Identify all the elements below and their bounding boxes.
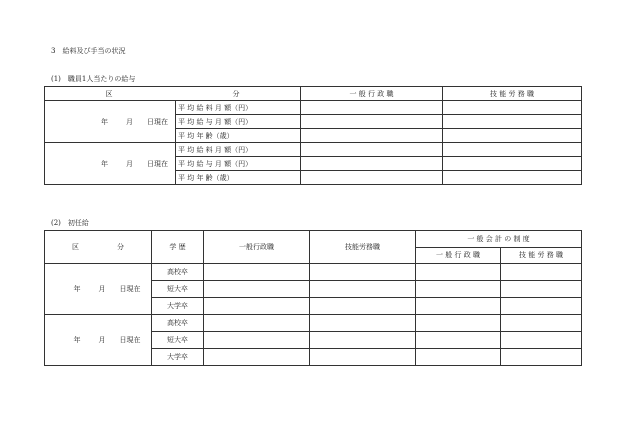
value-cell[interactable]	[443, 115, 582, 129]
value-cell[interactable]	[204, 315, 310, 332]
value-cell[interactable]	[310, 264, 416, 281]
value-cell[interactable]	[301, 115, 443, 129]
header-gyosei: 一 般 行 政 職	[301, 87, 443, 101]
date-tsuki: 月	[126, 117, 133, 126]
header-kubun	[45, 87, 301, 101]
value-cell[interactable]	[501, 298, 582, 315]
subheader-gyosei: 一 般 行 政 職	[416, 247, 501, 264]
value-cell[interactable]	[301, 101, 443, 115]
table-starting-salary	[44, 230, 582, 366]
header-ku: 区	[105, 89, 113, 98]
value-cell[interactable]	[501, 264, 582, 281]
header-gakureki: 学 歴	[152, 231, 204, 264]
item-label: 平 均 給 料 月 額（円）	[176, 101, 301, 115]
value-cell[interactable]	[501, 315, 582, 332]
item-label: 平 均 給 与 月 額（円）	[176, 157, 301, 171]
item-label: 平 均 年 齢（歳）	[176, 129, 301, 143]
header-bun: 分	[232, 89, 240, 98]
section-title: 3 給料及び手当の状況	[51, 47, 126, 55]
value-cell[interactable]	[204, 264, 310, 281]
date-genzai: 日現在	[119, 285, 141, 293]
header-kaikei: 一 般 会 計 の 制 度	[416, 231, 582, 248]
value-cell[interactable]	[310, 332, 416, 349]
item-label: 平 均 給 料 月 額（円）	[176, 143, 301, 157]
value-cell[interactable]	[416, 332, 501, 349]
date-tsuki: 月	[98, 336, 106, 344]
value-cell[interactable]	[416, 349, 501, 366]
date-genzai: 日現在	[147, 159, 168, 168]
value-cell[interactable]	[310, 315, 416, 332]
value-cell[interactable]	[416, 298, 501, 315]
date-cell-1	[45, 264, 152, 315]
date-nen: 年	[73, 285, 81, 293]
header-kubun	[45, 231, 152, 264]
date-genzai: 日現在	[119, 336, 141, 344]
header-ku: 区	[72, 243, 79, 251]
level-label: 大学卒	[152, 298, 204, 315]
value-cell[interactable]	[443, 101, 582, 115]
value-cell[interactable]	[443, 171, 582, 185]
table1-title: (1) 職員1人当たりの給与	[51, 75, 136, 83]
value-cell[interactable]	[443, 157, 582, 171]
value-cell[interactable]	[204, 332, 310, 349]
value-cell[interactable]	[204, 349, 310, 366]
date-cell-2	[45, 315, 152, 366]
value-cell[interactable]	[204, 281, 310, 298]
value-cell[interactable]	[301, 171, 443, 185]
value-cell[interactable]	[416, 315, 501, 332]
value-cell[interactable]	[501, 349, 582, 366]
value-cell[interactable]	[501, 332, 582, 349]
value-cell[interactable]	[301, 143, 443, 157]
subheader-gino: 技 能 労 務 職	[501, 247, 582, 264]
value-cell[interactable]	[501, 281, 582, 298]
value-cell[interactable]	[416, 264, 501, 281]
date-tsuki: 月	[126, 159, 133, 168]
date-tsuki: 月	[98, 285, 106, 293]
level-label: 大学卒	[152, 349, 204, 366]
date-cell-2	[45, 143, 176, 185]
date-nen: 年	[73, 336, 81, 344]
item-label: 平 均 給 与 月 額（円）	[176, 115, 301, 129]
level-label: 高校卒	[152, 264, 204, 281]
date-cell-1	[45, 101, 176, 143]
level-label: 短大卒	[152, 281, 204, 298]
table-salary-per-employee	[44, 86, 582, 185]
level-label: 高校卒	[152, 315, 204, 332]
date-nen: 年	[101, 159, 108, 168]
header-gyosei: 一般行政職	[204, 231, 310, 264]
date-nen: 年	[101, 117, 108, 126]
value-cell[interactable]	[310, 298, 416, 315]
table2-title: (2) 初任給	[51, 219, 89, 227]
value-cell[interactable]	[310, 281, 416, 298]
header-gino: 技能労務職	[310, 231, 416, 264]
value-cell[interactable]	[416, 281, 501, 298]
value-cell[interactable]	[204, 298, 310, 315]
value-cell[interactable]	[443, 129, 582, 143]
value-cell[interactable]	[301, 129, 443, 143]
value-cell[interactable]	[310, 349, 416, 366]
header-gino: 技 能 労 務 職	[443, 87, 582, 101]
date-genzai: 日現在	[147, 117, 168, 126]
header-bun: 分	[117, 243, 124, 251]
level-label: 短大卒	[152, 332, 204, 349]
item-label: 平 均 年 齢（歳）	[176, 171, 301, 185]
value-cell[interactable]	[443, 143, 582, 157]
value-cell[interactable]	[301, 157, 443, 171]
